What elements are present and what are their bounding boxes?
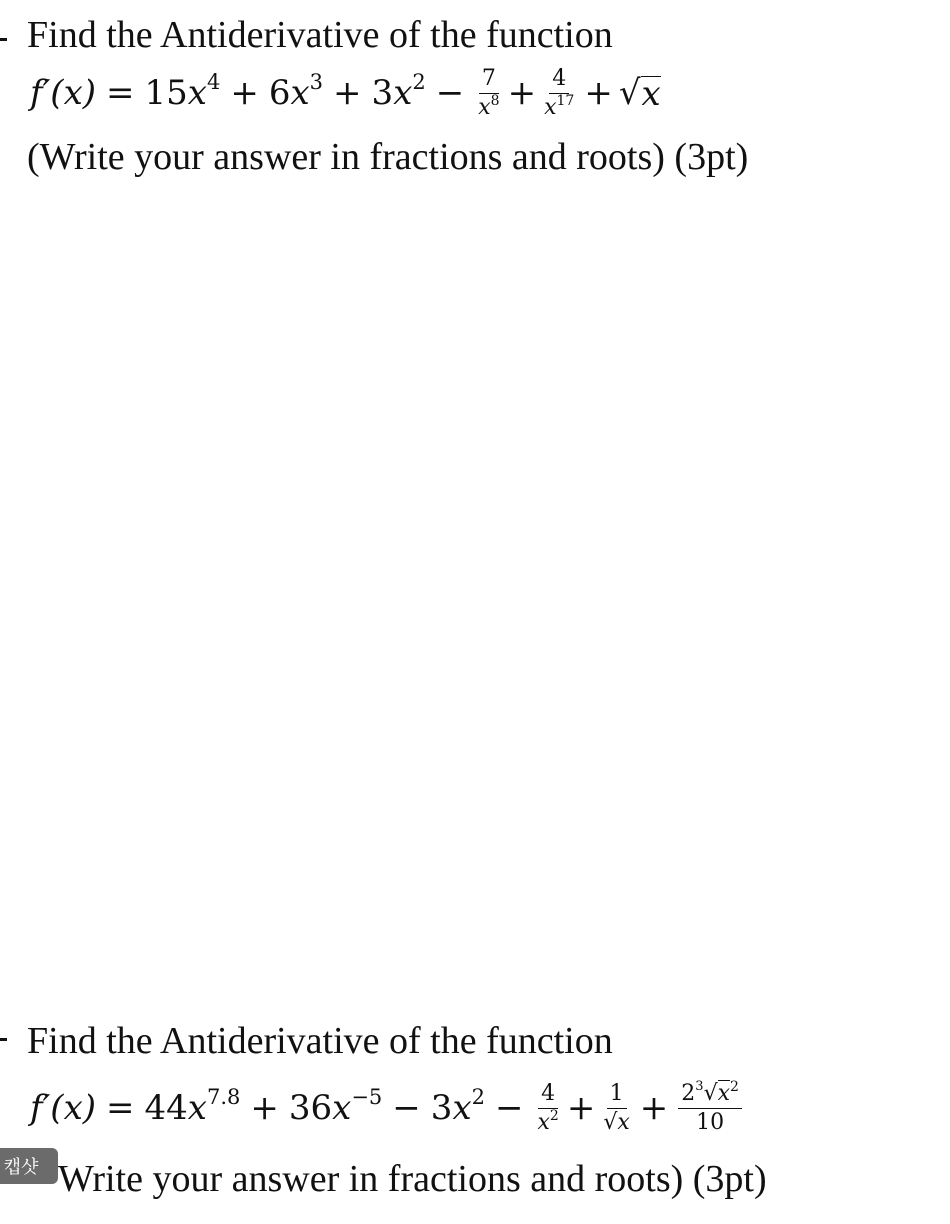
screenshot-tool-badge[interactable]	[0, 1148, 58, 1184]
problem-2-op-5: +	[639, 1088, 669, 1128]
problem-1-lhs: f′(x)	[30, 73, 97, 113]
problem-2-op-2: −	[392, 1088, 421, 1128]
problem-1-square-root: √ x	[618, 72, 661, 114]
problem-2-fraction-1: $\frac{4}{x^2}$	[537, 1080, 559, 1135]
problem-2-op-3: −	[495, 1088, 524, 1128]
problem-2-lhs: f′(x)	[30, 1088, 97, 1128]
problem-1-op-2: +	[333, 73, 362, 113]
problem-1-term-2: $6x^3$	[268, 70, 324, 113]
problem-2-equation	[30, 1068, 746, 1148]
problem-1-term-1: $15x^4$	[144, 70, 221, 113]
problem-2-heading: Find the Antiderivative of the function	[27, 1020, 613, 1062]
problem-1-op-5: +	[584, 73, 613, 113]
problem-2-op-4: +	[566, 1088, 596, 1128]
problem-1-instruction: (Write your answer in fractions and roots) (3pt)	[27, 136, 749, 178]
problem-1-fraction-1: $\frac{7}{x^8}$	[478, 65, 500, 120]
problem-1-equation	[30, 62, 661, 124]
problem-2-term-2: $36x^{-5}$	[288, 1085, 383, 1128]
screenshot-tool-label: 캡샷	[3, 1157, 39, 1178]
problem-1-term-3: $3x^2$	[371, 70, 426, 113]
problem-2-term-1: $44x^{7.8}$	[144, 1085, 241, 1128]
problem-1-equals: =	[106, 73, 135, 113]
problem-1	[0, 0, 950, 200]
problem-2-op-1: +	[250, 1088, 279, 1128]
problem-2-fraction-3: $\frac{2^3√x^2}{10}$	[678, 1083, 742, 1134]
problem-1-fraction-2: $\frac{4}{x^{17}}$	[544, 65, 575, 120]
problem-1-op-3: −	[435, 73, 465, 113]
problem-1-number-marker	[0, 38, 7, 41]
problem-2-fraction-2: $\frac{1}{√x}$	[603, 1080, 630, 1135]
problem-2-instruction: Write your answer in fractions and roots) (3pt)	[58, 1158, 767, 1200]
problem-2-equals: =	[106, 1088, 135, 1128]
problem-1-op-4: +	[507, 73, 537, 113]
problem-1-op-1: +	[230, 73, 259, 113]
problem-1-heading: Find the Antiderivative of the function	[27, 14, 613, 56]
problem-2-term-3: $3x^2$	[430, 1085, 485, 1128]
problem-2-number-marker	[0, 1038, 7, 1041]
